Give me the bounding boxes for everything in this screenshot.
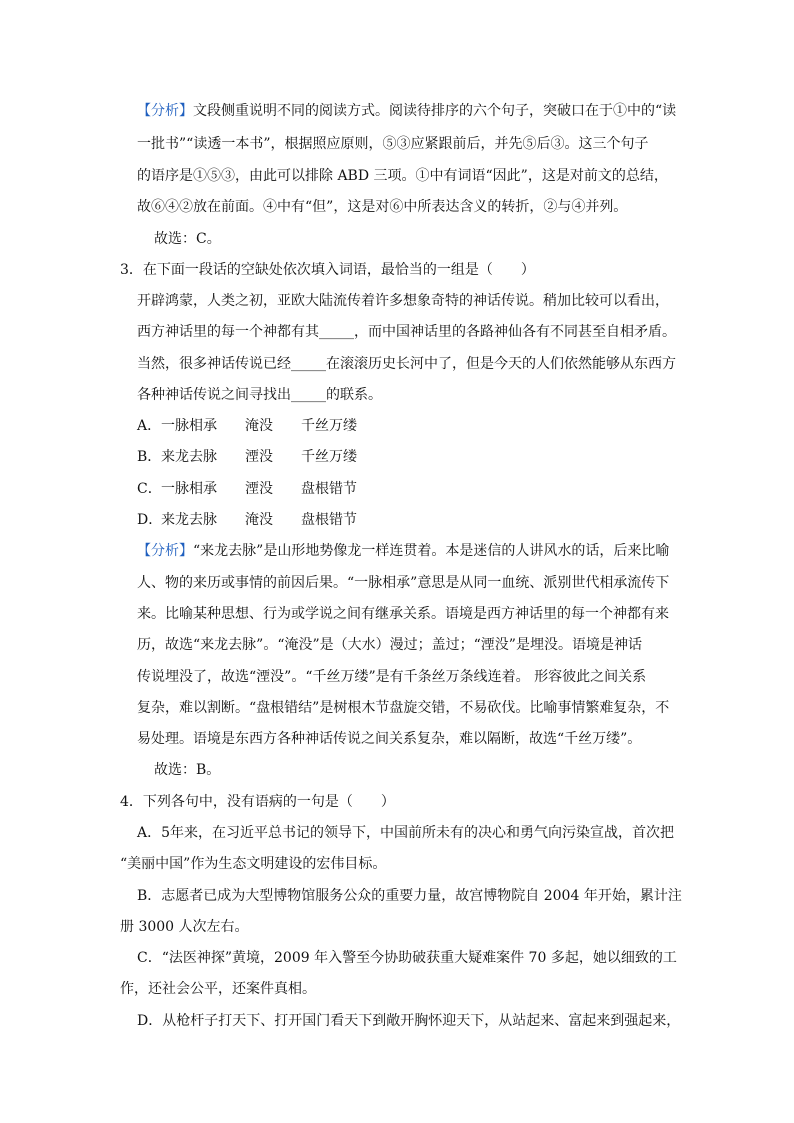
analysis-3-line-4: 历，故选“来龙去脉”。“淹没”是（大水）漫过；盖过；“湮没”是埋没。语境是神话	[137, 637, 642, 653]
q4-option-b-line-1: B．志愿者已成为大型博物馆服务公众的重要力量，故宫博物院自 2004 年开始，累计注	[137, 888, 682, 904]
option-b: B．来龙去脉 湮没 千丝万缕	[137, 449, 357, 465]
analysis-text: 文段侧重说明不同的阅读方式。阅读待排序的六个句子，突破口在于①中的“读	[193, 103, 677, 119]
question-3-passage-2: 西方神话里的每一个神都有其_____，而中国神话里的各路神仙各有不同甚至自相矛盾。	[137, 324, 676, 340]
analysis-3-line-2: 人、物的来历或事情的前因后果。“一脉相承”意思是从同一血统、派别世代相承流传下	[137, 575, 670, 591]
answer-3: 故选：B。	[154, 762, 221, 778]
question-3-passage-4: 各种神话传说之间寻找出_____的联系。	[137, 387, 382, 403]
q4-option-d-line-1: D．从枪杆子打天下、打开国门看天下到敞开胸怀迎天下，从站起来、富起来到强起来，	[137, 1013, 681, 1029]
q4-option-a-line-2: “美丽中国”作为生态文明建设的宏伟目标。	[120, 856, 387, 872]
analysis-3-line-1	[137, 541, 669, 561]
answer-2: 故选：C。	[154, 231, 221, 247]
q4-option-c-line-2: 作，还社会公平，还案件真相。	[120, 981, 316, 997]
analysis-3-line-7: 易处理。语境是东西方各种神话传说之间关系复杂，难以隔断，故选“千丝万缕”。	[137, 731, 642, 747]
question-3-stem: 3．在下面一段话的空缺处依次填入词语，最恰当的一组是（ ）	[120, 262, 535, 278]
analysis-3-line-3: 来。比喻某种思想、行为或学说之间有继承关系。语境是西方神话里的每一个神都有来	[137, 606, 669, 622]
analysis-2-line-4: 故⑥④②放在前面。④中有“但”，这是对⑥中所表达含义的转折，②与④并列。	[137, 199, 628, 215]
analysis-tag: 【分析】	[137, 543, 193, 559]
analysis-tag: 【分析】	[137, 103, 193, 119]
option-a: A．一脉相承 淹没 千丝万缕	[137, 418, 357, 434]
analysis-text: “来龙去脉”是山形地势像龙一样连贯着。本是迷信的人讲风水的话，后来比喻	[193, 543, 670, 559]
analysis-2-line-2: 一批书”“读透一本书”，根据照应原则，⑤③应紧跟前后，并先⑤后③。这三个句子	[137, 136, 649, 152]
q4-option-a-line-1: A．5年来，在习近平总书记的领导下，中国前所未有的决心和勇气向污染宣战，首次把	[137, 825, 675, 841]
analysis-2-line-3: 的语序是①⑤③，由此可以排除 ABD 三项。①中有词语“因此”，这是对前文的总结，	[137, 168, 668, 184]
q4-option-b-line-2: 册 3000 人次左右。	[120, 919, 249, 935]
question-4-stem: 4．下列各句中，没有语病的一句是（ ）	[120, 794, 395, 810]
q4-option-c-line-1: C．“法医神探”黄境，2009 年入警至今协助破获重大疑难案件 70 多起，她以细致的工	[137, 950, 677, 966]
analysis-2-line-1	[137, 101, 676, 121]
analysis-3-line-5: 传说埋没了，故选“湮没”。“千丝万缕”是有千条丝万条线连着。 形容彼此之间关系	[137, 669, 647, 685]
question-3-passage-1: 开辟鸿蒙，人类之初，亚欧大陆流传着许多想象奇特的神话传说。稍加比较可以看出，	[137, 293, 669, 309]
analysis-3-line-6: 复杂，难以割断。“盘根错结”是树根木节盘旋交错，不易砍伐。比喻事情繁难复杂，不	[137, 700, 670, 716]
option-d: D．来龙去脉 淹没 盘根错节	[137, 512, 357, 528]
option-c: C．一脉相承 湮没 盘根错节	[137, 481, 357, 497]
question-3-passage-3: 当然，很多神话传说已经_____在滚滚历史长河中了，但是今天的人们依然能够从东西方	[137, 356, 676, 372]
